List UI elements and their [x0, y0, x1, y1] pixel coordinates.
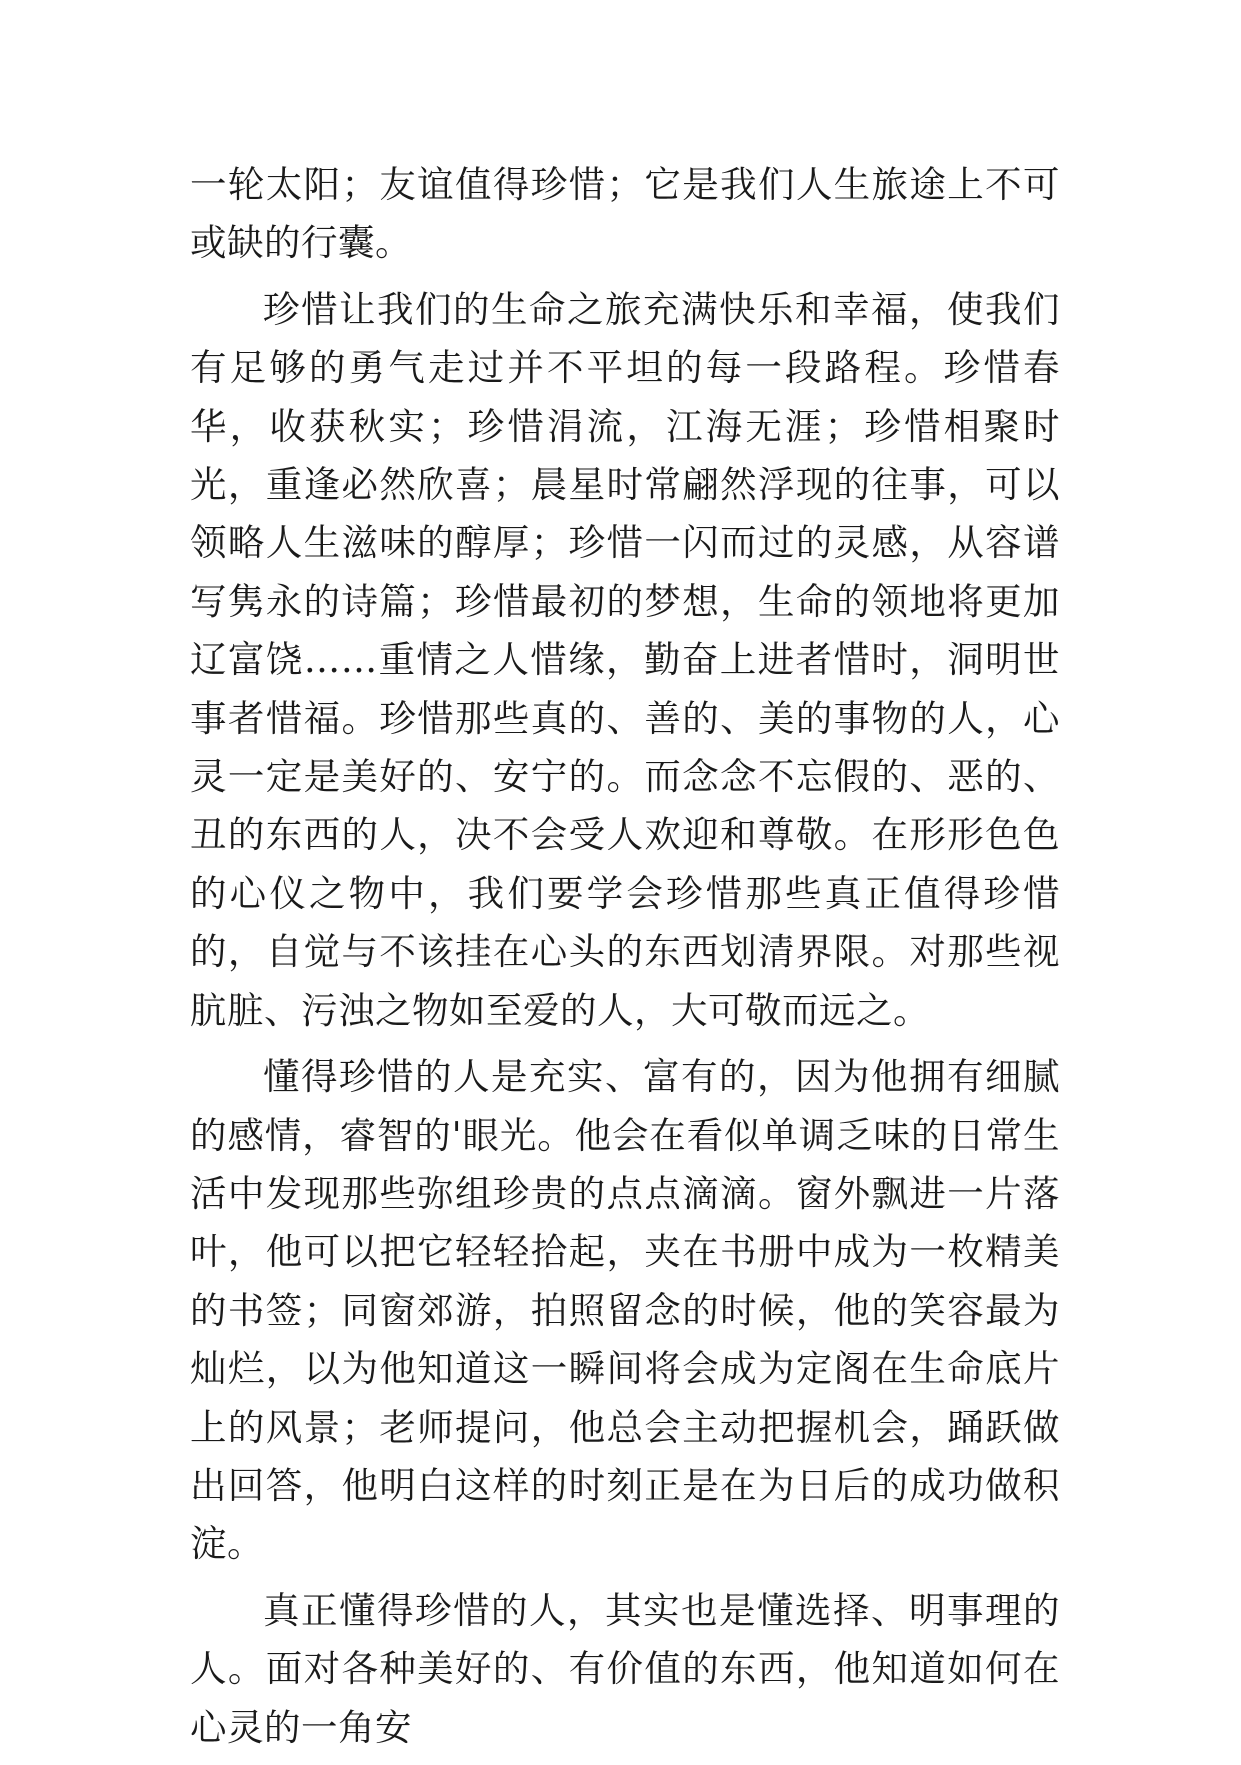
- paragraph-3: 懂得珍惜的人是充实、富有的，因为他拥有细腻的感情，睿智的'眼光。他会在看似单调乏味的日常生活中发现那些弥组珍贵的点点滴滴。窗外飘进一片落叶，他可以把它轻轻拾起，夹在书册中成为一枚精美的书签；同窗郊游，拍照留念的时候，他的笑容最为灿烂，以为他知道这一瞬间将会成为定阁在生命底片上的风景；老师提问，他总会主动把握机会，踊跃做出回答，他明白这样的时刻正是在为日后的成功做积淀。: [190, 1055, 1060, 1566]
- document-body: [190, 156, 1060, 1765]
- paragraph-1: 一轮太阳；友谊值得珍惜；它是我们人生旅途上不可或缺的行囊。: [190, 163, 1060, 265]
- paragraph-4: 真正懂得珍惜的人，其实也是懂选择、明事理的人。面对各种美好的、有价值的东西，他知道如何在心灵的一角安: [190, 1588, 1060, 1749]
- paragraph-2: 珍惜让我们的生命之旅充满快乐和幸福，使我们有足够的勇气走过并不平坦的每一段路程。珍惜春华，收获秋实；珍惜涓流，江海无涯；珍惜相聚时光，重逢必然欣喜；晨星时常翩然浮现的往事，可以领略人生滋味的醇厚；珍惜一闪而过的灵感，从容谱写隽永的诗篇；珍惜最初的梦想，生命的领地将更加辽富饶……重情之人惜缘，勤奋上进者惜时，洞明世事者惜福。珍惜那些真的、善的、美的事物的人，心灵一定是美好的、安宁的。而念念不忘假的、恶的、丑的东西的人，决不会受人欢迎和尊敬。在形形色色的心仪之物中，我们要学会珍惜那些真正值得珍惜的，自觉与不该挂在心头的东西划清界限。对那些视肮脏、污浊之物如至爱的人，大可敬而远之。: [190, 287, 1060, 1032]
